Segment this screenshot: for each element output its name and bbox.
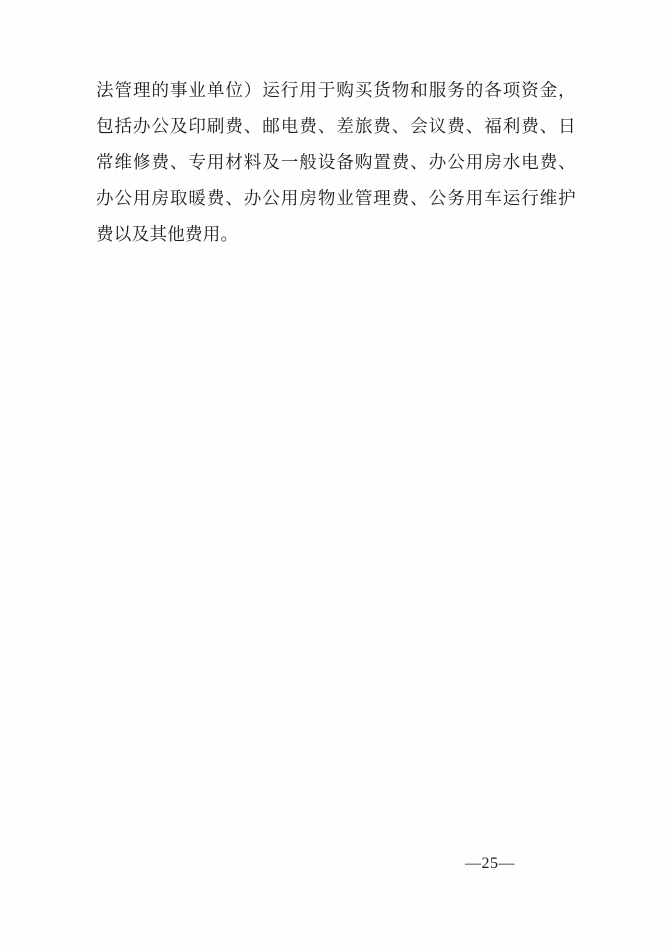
page-number-text: —25— [465, 855, 515, 872]
paragraph-1: 法管理的事业单位）运行用于购买货物和服务的各项资金，包括办公及印刷费、邮电费、差旅费、会议费、福利费、日常维修费、专用材料及一般设备购置费、办公用房水电费、办公用房取暖费、办公用房物业管理费、公务用车运行维护费以及其他费用。 [96, 80, 576, 244]
page-number [0, 855, 670, 873]
body-text-block [96, 72, 576, 252]
